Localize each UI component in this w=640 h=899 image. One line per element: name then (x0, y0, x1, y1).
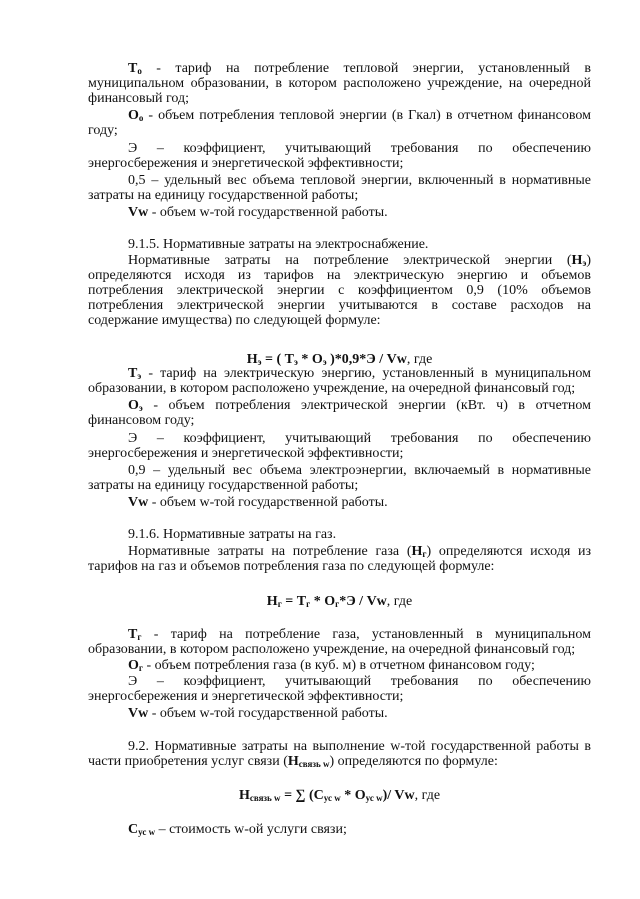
vw-definition (88, 205, 591, 220)
formula-subscript: э (322, 357, 327, 367)
section-915-intro (88, 253, 591, 328)
definition-text: - объем потребления газа (в куб. м) в отчетном финансовом году; (142, 658, 535, 673)
formula-part: = ∑ (С (280, 788, 324, 803)
formula-tail: , где (406, 352, 433, 367)
definition-text: 0,5 – удельный вес объема тепловой энергии, включенный в нормативные затраты на единицу государственной работы; (88, 173, 591, 203)
symbol: Н (411, 544, 423, 559)
tg-definition (88, 627, 591, 657)
symbol: Vw (128, 495, 149, 510)
definition-text: - тариф на потребление тепловой энергии, установленный в муниципальном образовании, в котором расположено учреждение, на очередной финансовый год; (88, 61, 591, 106)
subscript: о (137, 66, 142, 76)
definition-text: - тариф на электрическую энергию, установленный в муниципальном образовании, в котором расположено учреждение, на очередной финансовый год; (88, 366, 591, 396)
formula-subscript: связь w (249, 793, 281, 803)
formula-subscript: э (257, 357, 262, 367)
subscript: э (138, 403, 143, 413)
definition-text: Э – коэффициент, учитывающий требования по обеспечению энергосбережения и энергетической эффективности; (88, 141, 591, 171)
definition-text: - объем потребления электрической энергии (кВт. ч) в отчетном финансовом году; (88, 398, 591, 428)
subscript: г (137, 632, 142, 642)
intro-text: ) определяются исходя из тарифов на газ и объемов потребления газа по следующей формуле: (88, 544, 591, 574)
e-coefficient-definition (88, 431, 591, 461)
formula-part: * О (310, 594, 336, 609)
formula-tail: , где (414, 788, 441, 803)
oo-definition (88, 108, 591, 138)
formula-part: )/ Vw (382, 788, 415, 803)
intro-text: Нормативные затраты на потребление электрической энергии ( (128, 253, 572, 268)
subscript: ус w (138, 827, 156, 837)
formula-subscript: э (293, 357, 298, 367)
formula-subscript: ус w (323, 793, 341, 803)
section-916-intro (88, 544, 591, 574)
definition-text: – стоимость w-ой услуги связи; (155, 822, 347, 837)
definition-text: 0,9 – удельный вес объема электроэнергии, включаемый в нормативные затраты на единицу государственной работы; (88, 463, 591, 493)
section-92-intro (88, 739, 591, 769)
symbol: О (128, 398, 139, 413)
intro-text: Нормативные затраты на потребление газа ( (128, 544, 412, 559)
definition-text: - объем w-той государственной работы. (148, 205, 388, 220)
symbol: О (128, 658, 139, 673)
symbol: Т (128, 627, 138, 642)
symbol: T (128, 61, 138, 76)
subscript: э (137, 371, 142, 381)
vw-definition (88, 706, 591, 721)
subscript: о (138, 113, 144, 123)
definition-text: - тариф на потребление газа, установленный в муниципальном образовании, в котором расположено учреждение, на очередной финансовый год; (88, 627, 591, 657)
formula-electricity (88, 352, 591, 367)
subscript: э (582, 258, 587, 268)
section-916-title (88, 527, 591, 542)
symbol: Vw (128, 706, 149, 721)
formula-subscript: ус w (365, 793, 383, 803)
intro-text: ) определяются по формуле: (329, 754, 498, 769)
formula-part: * О (297, 352, 323, 367)
section-915-title (88, 237, 591, 252)
section-title: 9.1.6. Нормативные затраты на газ. (128, 527, 337, 542)
definition-text: - объем w-той государственной работы. (148, 706, 388, 721)
symbol: O (128, 108, 139, 123)
formula-communication (88, 788, 591, 803)
formula-tail: , где (386, 594, 413, 609)
te-definition (88, 366, 591, 396)
coefficient-09-definition (88, 463, 591, 493)
formula-part: = ( Т (261, 352, 294, 367)
subscript: г (138, 663, 143, 673)
symbol: Н (287, 754, 299, 769)
intro-text: ) определяются исходя из тарифов на электрическую энергию и объемов потребления электрической энергии с коэффициентом 0,9 (10% объемов потребления электрической энергии учитываются в составе расходов на содержание имущества) по следующей формуле: (88, 253, 591, 328)
e-coefficient-definition (88, 674, 591, 704)
formula-subscript: г (335, 599, 340, 609)
definition-text: - объем потребления тепловой энергии (в Гкал) в отчетном финансовом году; (88, 108, 591, 138)
coefficient-05-definition (88, 173, 591, 203)
subscript: связь w (298, 759, 330, 769)
formula-part: * О (340, 788, 366, 803)
formula-part: = Т (281, 594, 307, 609)
symbol: С (128, 822, 139, 837)
og-definition (88, 658, 591, 673)
symbol: Н (571, 253, 583, 268)
formula-symbol: Н (266, 594, 278, 609)
cus-definition (88, 822, 591, 837)
definition-text: - объем w-той государственной работы. (148, 495, 388, 510)
symbol: Т (128, 366, 138, 381)
formula-part: )*0,9*Э / Vw (326, 352, 407, 367)
formula-gas (88, 594, 591, 609)
vw-definition (88, 495, 591, 510)
section-title: 9.1.5. Нормативные затраты на электроснабжение. (128, 237, 429, 252)
to-definition (88, 61, 591, 106)
subscript: г (422, 549, 427, 559)
formula-symbol: Н (238, 788, 250, 803)
oe-definition (88, 398, 591, 428)
intro-text: 9.2. Нормативные затраты на выполнение w-той государственной работы в части приобретения услуг связи ( (88, 739, 591, 769)
formula-subscript: г (277, 599, 282, 609)
e-coefficient-definition (88, 141, 591, 171)
symbol: Vw (128, 205, 149, 220)
definition-text: Э – коэффициент, учитывающий требования по обеспечению энергосбережения и энергетической эффективности; (88, 431, 591, 461)
formula-subscript: г (306, 599, 311, 609)
formula-part: *Э / Vw (339, 594, 387, 609)
definition-text: Э – коэффициент, учитывающий требования по обеспечению энергосбережения и энергетической эффективности; (88, 674, 591, 704)
formula-symbol: Н (246, 352, 258, 367)
